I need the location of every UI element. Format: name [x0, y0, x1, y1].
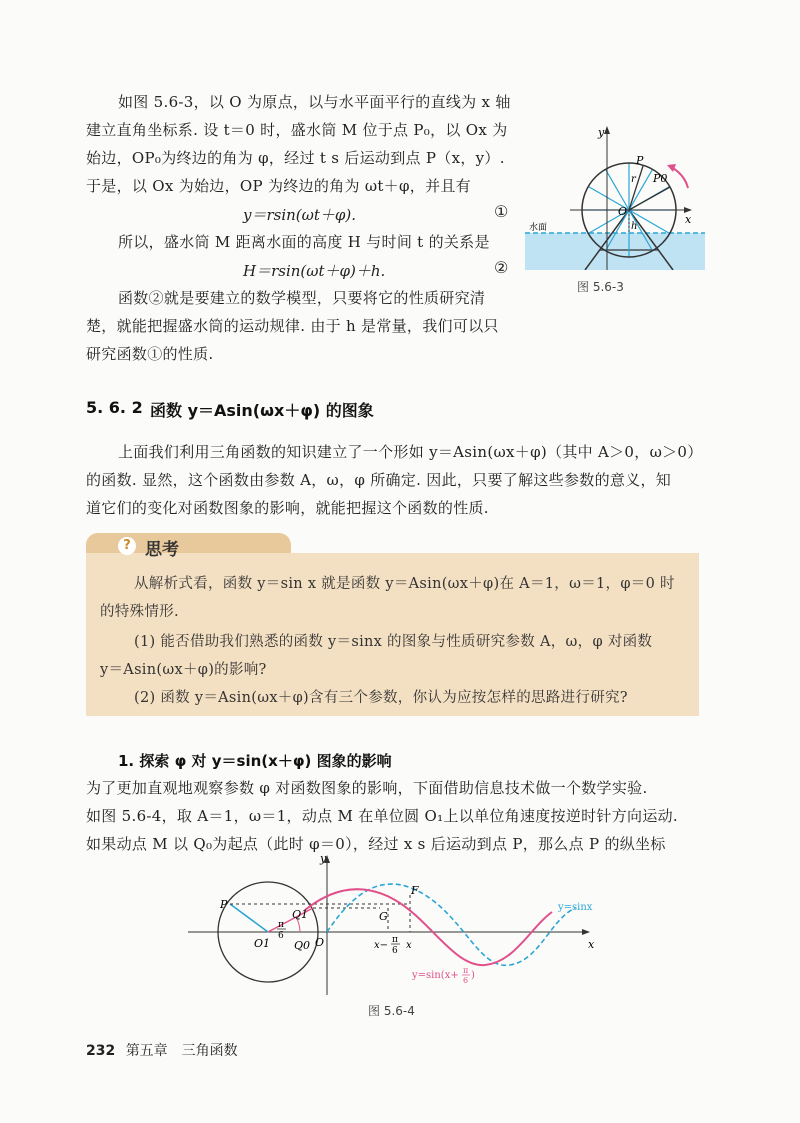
section-line-2: 的函数. 显然，这个函数由参数 A，ω，φ 所确定. 因此，只要了解这些参数的意义，知 [86, 471, 672, 489]
think-label: 思考 [145, 540, 179, 560]
equation-2: H＝rsin(ωt＋φ)＋h. [243, 262, 386, 280]
fig4-label-P: P [220, 898, 228, 911]
equation-1: y＝rsin(ωt＋φ). [243, 206, 357, 224]
think-line-3: (1) 能否借助我们熟悉的函数 y＝sinx 的图象与性质研究参数 A，ω，φ 对函数 [134, 634, 653, 650]
intro-line-2: 建立直角坐标系. 设 t＝0 时，盛水筒 M 位于点 P₀，以 Ox 为 [86, 121, 508, 139]
equation-2-number: ② [494, 258, 509, 277]
intro-line-6: 函数②就是要建立的数学模型，只要将它的性质研究清 [118, 289, 486, 307]
equation-1-number: ① [494, 202, 509, 221]
fig4-label-x-minus: x− [374, 940, 389, 951]
fig4-label-x-tick: x [406, 940, 412, 951]
figure-5-6-3-caption: 图 5.6-3 [577, 280, 624, 294]
legend-shift-pi: π [463, 966, 469, 975]
fig3-label-P: P [636, 154, 644, 167]
fig4-label-F: F [411, 884, 419, 897]
fig4-angle-pi: π [278, 920, 284, 930]
fig4-label-G: G [379, 910, 388, 923]
page-footer [86, 1040, 238, 1060]
fig4-label-Q1: Q1 [292, 908, 309, 921]
radius-O1P [230, 904, 268, 932]
intro-line-3: 始边，OP₀为终边的角为 φ，经过 t s 后运动到点 P（x，y）. [86, 149, 505, 167]
fig3-label-h: h [631, 221, 638, 232]
rotation-arrow [673, 168, 688, 188]
fig4-label-O1: O1 [254, 937, 271, 950]
legend-shift-six: 6 [463, 976, 469, 985]
fig4-label-x: x [588, 938, 595, 951]
intro-line-7: 楚，就能把握盛水筒的运动规律. 由于 h 是常量，我们可以只 [86, 317, 499, 335]
legend-sinx: y=sinx [558, 902, 593, 913]
fig3-label-P0: P0 [653, 172, 668, 185]
section-line-1: 上面我们利用三角函数的知识建立了一个形如 y＝Asin(ωx＋φ)（其中 A＞0，ω＞0） [118, 443, 703, 461]
figure-5-6-3 [525, 120, 705, 270]
water-area [525, 233, 705, 270]
curve-sin-shifted [305, 889, 552, 965]
subsection-title: 1. 探索 φ 对 y＝sin(x＋φ) 图象的影响 [118, 752, 392, 770]
intro-line-5: 所以，盛水筒 M 距离水面的高度 H 与时间 t 的关系是 [118, 233, 490, 251]
fig4-label-Q0: Q0 [294, 939, 311, 952]
fig3-label-y: y [598, 126, 605, 139]
intro-line-8: 研究函数①的性质. [86, 345, 214, 363]
section-title: 函数 y＝Asin(ωx＋φ) 的图象 [150, 401, 374, 420]
sub1-line-1: 为了更加直观地观察参数 φ 对函数图象的影响，下面借助信息技术做一个数学实验. [86, 779, 648, 797]
fig3-label-water: 水面 [529, 223, 548, 233]
legend-shift: y=sin(x+ [412, 970, 459, 981]
page-number: 232 [86, 1043, 116, 1059]
think-line-4: y＝Asin(ωx＋φ)的影响? [100, 662, 267, 678]
figure-5-6-4 [180, 850, 620, 1000]
intro-line-4: 于是，以 Ox 为始边，OP 为终边的角为 ωt＋φ，并且有 [86, 177, 471, 195]
sub1-line-2: 如图 5.6-4，取 A＝1，ω＝1，动点 M 在单位圆 O₁上以单位角速度按逆时针方向运动. [86, 807, 678, 825]
fig4-label-O: O [315, 936, 325, 949]
fig4-tick-pi: π [392, 935, 398, 945]
fig4-label-y: y [320, 852, 327, 865]
sub1-line-3: 如果动点 M 以 Q₀为起点（此时 φ＝0），经过 x s 后运动到点 P，那么点 P 的纵坐标 [86, 835, 666, 853]
fig3-label-r: r [631, 174, 636, 185]
intro-line-1: 如图 5.6-3，以 O 为原点，以与水平面平行的直线为 x 轴 [118, 93, 511, 111]
section-line-3: 道它们的变化对函数图象的影响，就能把握这个函数的性质. [86, 499, 489, 517]
question-icon: ? [118, 537, 136, 555]
think-line-1: 从解析式看，函数 y＝sin x 就是函数 y＝Asin(ωx＋φ)在 A＝1，ω＝1，φ＝0 时 [134, 576, 675, 592]
fig4-tick-six: 6 [392, 946, 398, 956]
fig3-label-O: O [618, 205, 628, 218]
figure-5-6-4-caption: 图 5.6-4 [368, 1004, 415, 1018]
fig4-angle-six: 6 [278, 931, 284, 941]
fig3-label-x: x [685, 213, 692, 226]
legend-shift-close: ) [471, 970, 475, 981]
think-line-5: (2) 函数 y＝Asin(ωx＋φ)含有三个参数，你认为应按怎样的思路进行研究? [134, 690, 628, 706]
section-number: 5. 6. 2 [86, 398, 143, 417]
chapter-title: 第五章 三角函数 [125, 1043, 238, 1059]
think-line-2: 的特殊情形. [100, 604, 179, 620]
